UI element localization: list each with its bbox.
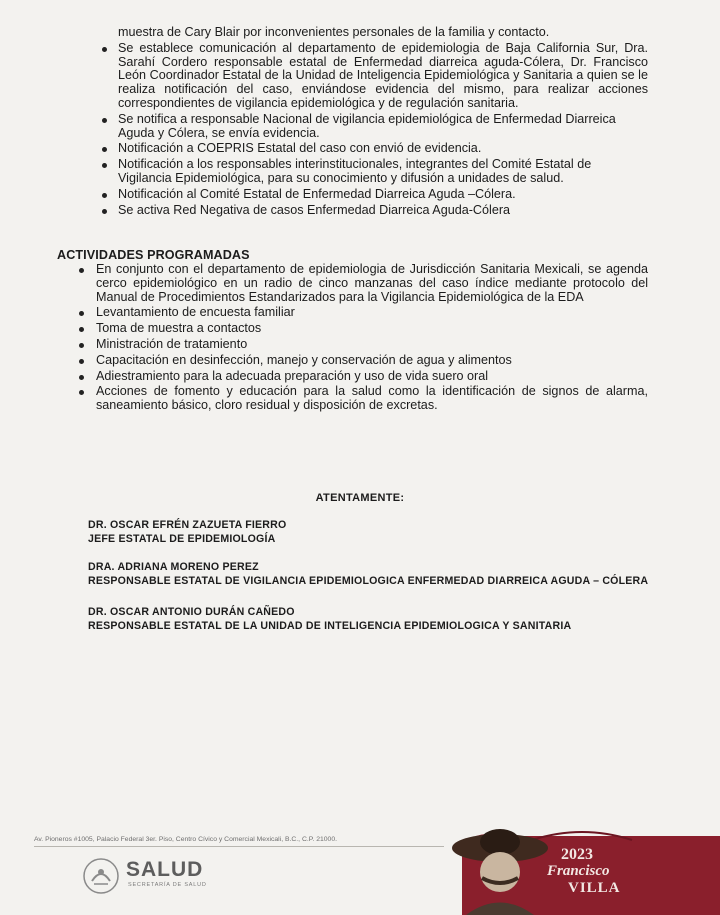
list-item (118, 142, 648, 156)
footer-divider (34, 846, 444, 847)
bullet-icon (102, 209, 107, 214)
bullet-icon (79, 268, 84, 273)
bullet-icon (79, 343, 84, 348)
banner-name-last: VILLA (568, 880, 621, 896)
list-item (96, 385, 648, 413)
signatory-name: DR. OSCAR EFRÉN ZAZUETA FIERRO (88, 519, 287, 531)
bullet-icon (102, 118, 107, 123)
bullet-icon (102, 147, 107, 152)
banner-name-first: Francisco (547, 863, 610, 879)
signatory-role: RESPONSABLE ESTATAL DE VIGILANCIA EPIDEMIOLOGICA ENFERMEDAD DIARREICA AGUDA – CÓLERA (88, 574, 649, 587)
salud-logo-subtitle: SECRETARÍA DE SALUD (128, 882, 207, 888)
list-item (118, 188, 648, 202)
list-item (96, 370, 648, 384)
list-item (96, 322, 648, 336)
list-item-text: En conjunto con el departamento de epidemiologia de Jurisdicción Sanitaria Mexicali, se agenda cerco epidemiológico en un radio de cinco manzanas del caso índice mediante protocolo del Manual de Procedimientos Estandarizados para la Vigilancia Epidemiológica de la EDA (96, 262, 648, 304)
bullet-icon (79, 327, 84, 332)
continuation-text: muestra de Cary Blair por inconvenientes personales de la familia y contacto. (118, 25, 550, 39)
list-item-text: Notificación a COEPRIS Estatal del caso con envió de evidencia. (118, 141, 482, 156)
programmed-activities-section (96, 263, 648, 415)
closing-salutation: ATENTAMENTE: (315, 492, 405, 504)
bullet-icon (79, 375, 84, 380)
list-item-text: Se establece comunicación al departamento de epidemiologia de Baja California Sur, Dra. Sarahí Cordero responsable estatal de Enfermedad diarreica aguda-Cólera, Dr. Francisco León Coordinador Estatal de la Unidad de Inteligencia Epidemiológica y Sanitaria a quien se le realiza notificación del caso, enviándose evidencia del mismo, para realizar acciones correspondientes de vigilancia epidemiológica y de regulación sanitaria. (118, 40, 648, 110)
mexico-coat-of-arms-icon (82, 857, 120, 895)
banner-year: 2023 (561, 846, 593, 863)
list-item (118, 42, 648, 111)
signatory-name: DR. OSCAR ANTONIO DURÁN CAÑEDO (88, 606, 295, 618)
list-item (96, 354, 648, 368)
list-item-text: Acciones de fomento y educación para la salud como la identificación de signos de alarma, saneamiento básico, cloro residual y disposición de excretas. (96, 384, 648, 413)
salud-logo-text: SALUD (126, 858, 204, 881)
list-item-text: Notificación a los responsables interinstitucionales, integrantes del Comité Estatal de Vigilancia Epidemiológica, para su conocimiento y difusión a unidades de salud. (118, 157, 592, 185)
list-item-text: Capacitación en desinfección, manejo y conservación de agua y alimentos (96, 352, 512, 367)
list-item-text: Se notifica a responsable Nacional de vigilancia epidemiológica de Enfermedad Diarreica Aguda y Cólera, se envía evidencia. (118, 111, 616, 140)
list-item-text: Levantamiento de encuesta familiar (96, 305, 295, 320)
bullet-icon (79, 390, 84, 395)
activities-list (96, 263, 648, 413)
list-item-text: Notificación al Comité Estatal de Enfermedad Diarreica Aguda –Cólera. (118, 186, 516, 201)
bullet-icon (79, 311, 84, 316)
signatory-role: RESPONSABLE ESTATAL DE LA UNIDAD DE INTELIGENCIA EPIDEMIOLOGICA Y SANITARIA (88, 619, 572, 632)
signature-block (88, 561, 648, 588)
notifications-section (118, 26, 648, 219)
bullet-icon (102, 47, 107, 52)
signature-block (88, 606, 571, 633)
section-heading: ACTIVIDADES PROGRAMADAS (57, 248, 250, 262)
list-item-text: Ministración de tratamiento (96, 336, 248, 351)
list-item-text: Adiestramiento para la adecuada preparación y uso de vida suero oral (96, 368, 489, 383)
bullet-icon (102, 163, 107, 168)
bullet-icon (79, 359, 84, 364)
signatory-name: DRA. ADRIANA MORENO PEREZ (88, 561, 259, 573)
list-item (118, 158, 648, 186)
list-item (96, 263, 648, 304)
signature-block (88, 519, 286, 546)
list-item (118, 204, 648, 218)
list-item (96, 338, 648, 352)
signatory-role: JEFE ESTATAL DE EPIDEMIOLOGÍA (88, 532, 276, 545)
list-item (96, 306, 648, 320)
list-item-text: Toma de muestra a contactos (96, 321, 262, 336)
notifications-list (118, 42, 648, 218)
list-item (118, 113, 648, 141)
list-item-text: Se activa Red Negativa de casos Enfermedad Diarreica Aguda-Cólera (118, 202, 511, 217)
footer-address: Av. Pioneros #1005, Palacio Federal 3er. Piso, Centro Cívico y Comercial Mexicali, B.C., C.P. 21000. (34, 836, 337, 843)
bullet-icon (102, 193, 107, 198)
